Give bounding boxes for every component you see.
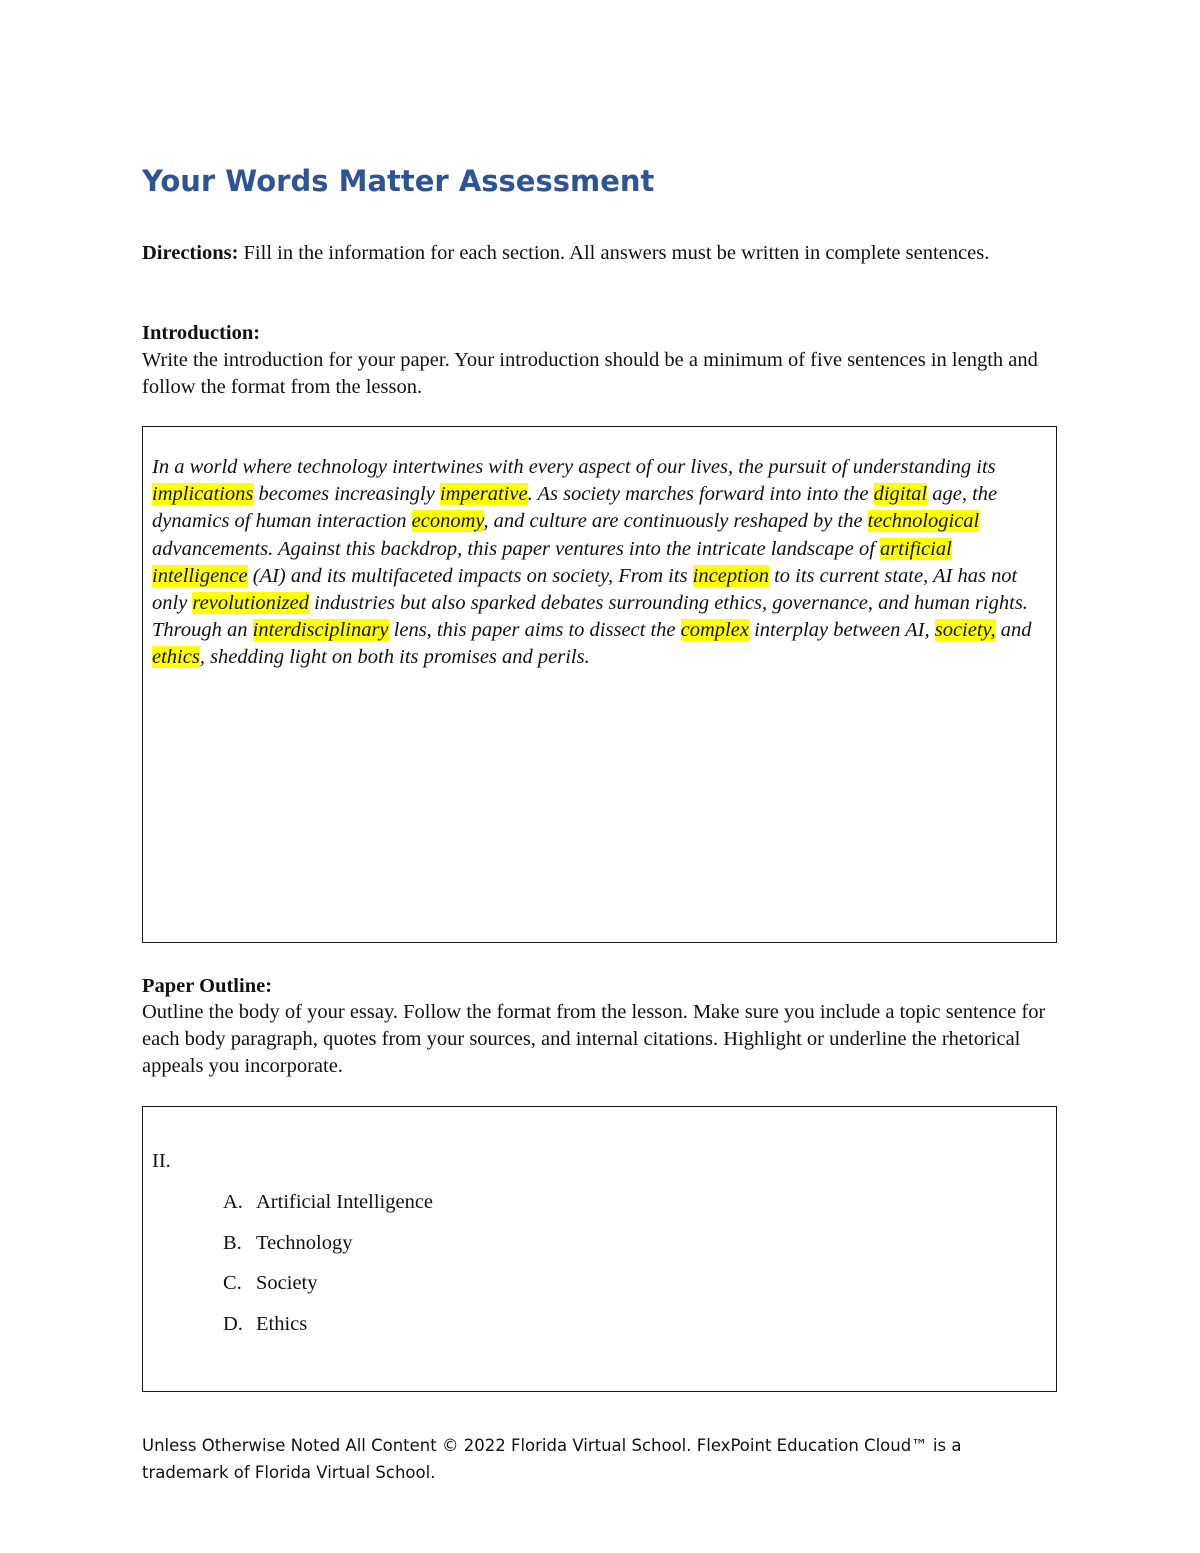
essay-text-segment: , shedding light on both its promises and perils.: [199, 646, 590, 669]
outline-answer-box[interactable]: [142, 1106, 1057, 1392]
introduction-answer-box[interactable]: [142, 426, 1057, 943]
outline-roman-numeral: II.: [152, 1150, 171, 1172]
essay-text-segment: interplay between AI,: [748, 619, 935, 642]
outline-item: [223, 1189, 433, 1230]
essay-text-segment: , and culture are continuously reshaped by the: [483, 510, 868, 533]
highlighted-word: implications: [152, 483, 254, 506]
highlighted-word: inception: [692, 564, 769, 587]
directions-label: Directions:: [142, 242, 239, 264]
outline-item-letter: A.: [223, 1191, 243, 1213]
highlighted-word: interdisciplinary: [252, 619, 389, 642]
highlighted-word: artificial intelligence: [152, 537, 952, 587]
essay-text-segment: lens, this paper aims to dissect the: [388, 619, 681, 642]
essay-text-segment: and: [995, 619, 1032, 642]
highlighted-word: ethics: [152, 646, 200, 669]
highlighted-word: imperative: [439, 483, 528, 506]
directions: [142, 240, 1062, 267]
outline-list: [223, 1189, 433, 1351]
outline-item-letter: C.: [223, 1272, 242, 1294]
introduction-heading: Introduction:: [142, 322, 261, 344]
essay-text-segment: advancements. Against this backdrop, this paper ventures into the intricate landscape of: [152, 537, 881, 560]
outline-heading: Paper Outline:: [142, 975, 273, 997]
highlighted-word: economy: [411, 510, 484, 533]
introduction-prompt: Write the introduction for your paper. Your introduction should be a minimum of five sentences in length and follow the format from the lesson.: [142, 349, 1038, 398]
outline-item-letter: D.: [223, 1312, 243, 1335]
outline-item-letter: B.: [223, 1231, 242, 1254]
outline-item: [223, 1230, 433, 1271]
highlighted-word: society,: [934, 619, 996, 642]
highlighted-word: digital: [873, 483, 928, 506]
copyright-footer: Unless Otherwise Noted All Content © 2022 Florida Virtual School. FlexPoint Education Cloud™ is a trademark of Florida Virtual School.: [142, 1436, 962, 1482]
essay-text-segment: becomes increasingly: [253, 483, 440, 506]
outline-item-text: Ethics: [256, 1312, 308, 1335]
essay-text-segment: industries but also sparked debates surrounding ethics, governance, and human rights. Through an: [152, 592, 1028, 642]
page-title: Your Words Matter Assessment: [142, 164, 655, 198]
essay-text-segment: to its current state, AI has not only: [152, 564, 1018, 615]
outline-item: [223, 1311, 433, 1352]
outline-item-text: Technology: [256, 1231, 353, 1254]
essay-text-segment: . As society marches forward into into the: [527, 483, 874, 506]
outline-item-text: Society: [256, 1272, 318, 1294]
outline-item: [223, 1270, 433, 1311]
outline-item-text: Artificial Intelligence: [256, 1191, 434, 1213]
directions-text: Fill in the information for each section. All answers must be written in complete sentences.: [238, 242, 990, 264]
highlighted-word: complex: [680, 619, 749, 642]
highlighted-word: revolutionized: [192, 592, 309, 615]
essay-text-segment: In a world where technology intertwines with every aspect of our lives, the pursuit of understanding its: [152, 456, 996, 478]
outline-prompt: Outline the body of your essay. Follow the format from the lesson. Make sure you include a topic sentence for each body paragraph, quotes from your sources, and internal citations. Highlight or underline the rhetorical appeals you incorporate.: [142, 1001, 1046, 1077]
introduction-essay-text: [152, 454, 1047, 672]
essay-text-segment: (AI) and its multifaceted impacts on society, From its: [247, 564, 693, 587]
highlighted-word: technological: [867, 510, 980, 533]
essay-text-segment: age, the dynamics of human interaction: [152, 483, 998, 533]
